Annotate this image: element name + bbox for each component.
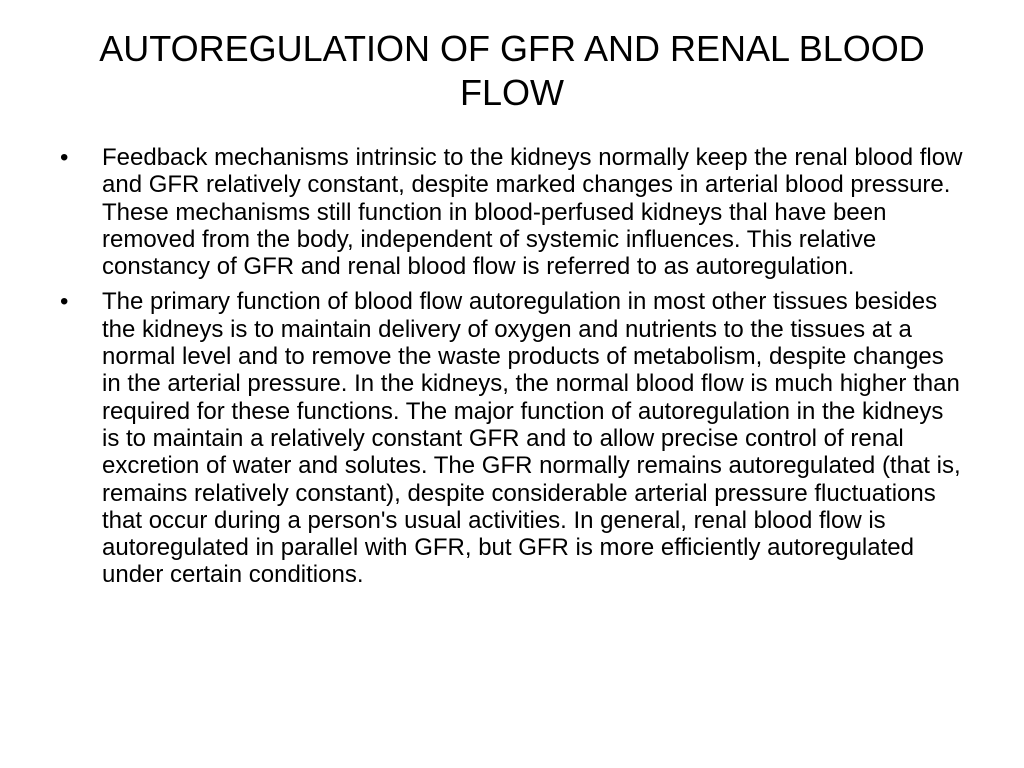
slide-title: AUTOREGULATION OF GFR AND RENAL BLOOD FLOW bbox=[99, 28, 925, 113]
bullet-text: Feedback mechanisms intrinsic to the kidneys normally keep the renal blood flow and GFR relatively constant, despite marked changes in arterial blood pressure. These mechanisms still function in blood-perfused kidneys thal have been removed from the body, independent of systemic influences. This relative constancy of GFR and renal blood flow is referred to as autoregulation. bbox=[102, 144, 963, 281]
bullet-item bbox=[60, 144, 964, 280]
bullet-text: The primary function of blood flow autoregulation in most other tissues besides the kidneys is to maintain delivery of oxygen and nutrients to the tissues at a normal level and to remove the waste products of metabolism, despite changes in the arterial pressure. In the kidneys, the normal blood flow is much higher than required for these functions. The major function of autoregulation in the kidneys is to maintain a relatively constant GFR and to allow precise control of renal excretion of water and solutes. The GFR normally remains autoregulated (that is, remains relatively constant), despite considerable arterial pressure fluctuations that occur during a person's usual activities. In general, renal blood flow is autoregulated in parallel with GFR, but GFR is more efficiently autoregulated under certain conditions. bbox=[102, 288, 961, 589]
bullet-icon: • bbox=[60, 144, 69, 171]
bullet-item bbox=[60, 288, 964, 588]
bullet-list bbox=[60, 144, 964, 597]
bullet-icon: • bbox=[60, 288, 69, 316]
